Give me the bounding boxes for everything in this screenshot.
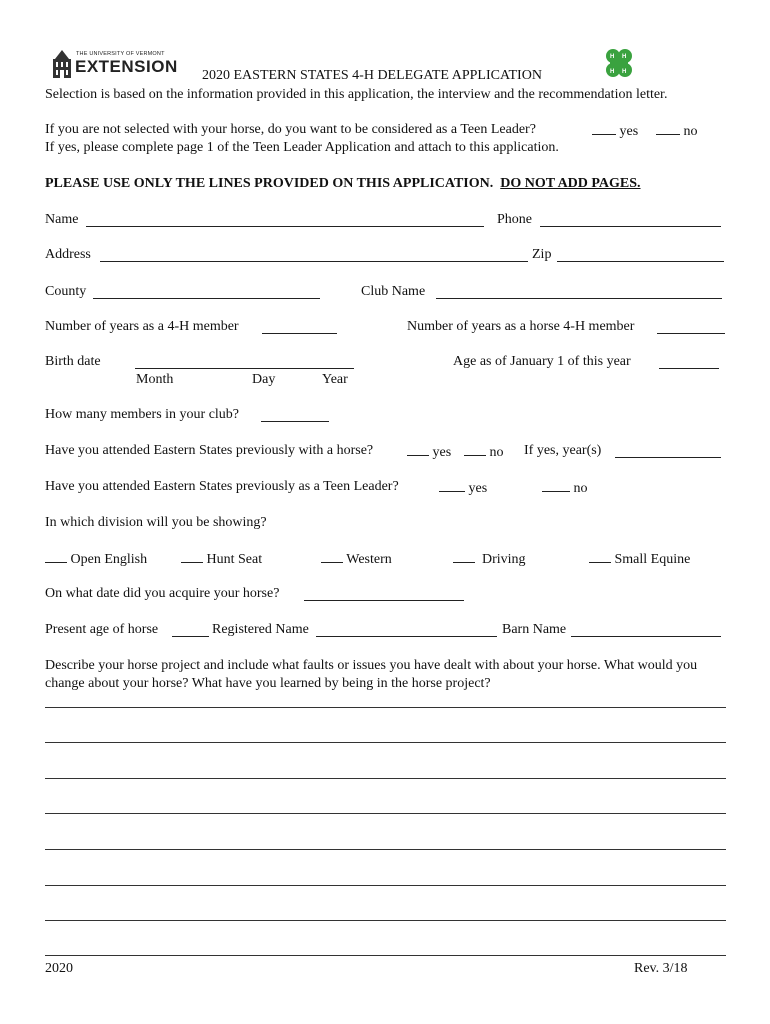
attended-horse-yes-blank[interactable] <box>407 443 429 456</box>
registered-name-field[interactable] <box>316 636 497 637</box>
attended-horse-no-label: no <box>489 445 504 460</box>
division-driving-blank[interactable] <box>453 550 475 563</box>
instruction-emphasis: DO NOT ADD PAGES. <box>500 176 641 191</box>
club-name-label: Club Name <box>361 284 426 299</box>
present-age-label: Present age of horse <box>45 622 159 637</box>
address-label: Address <box>45 247 91 262</box>
birth-date-label: Birth date <box>45 354 101 369</box>
acquire-date-label: On what date did you acquire your horse? <box>45 586 280 601</box>
division-western-label: Western <box>346 552 392 567</box>
logo-extension-text: EXTENSION <box>75 57 178 76</box>
answer-line-1[interactable] <box>45 707 726 708</box>
answer-line-6[interactable] <box>45 885 726 886</box>
instruction-main: PLEASE USE ONLY THE LINES PROVIDED ON THIS APPLICATION. <box>45 176 494 191</box>
years-horse-label: Number of years as a horse 4-H member <box>407 319 635 334</box>
footer-revision: Rev. 3/18 <box>634 961 688 976</box>
svg-text:H: H <box>622 69 627 75</box>
svg-text:H: H <box>610 69 615 75</box>
division-hunt-seat-option[interactable] <box>181 550 262 568</box>
name-field[interactable] <box>86 226 484 227</box>
club-members-field[interactable] <box>261 421 329 422</box>
birth-year-label: Year <box>322 372 348 387</box>
teen-leader-no-blank[interactable] <box>656 122 680 135</box>
club-name-field[interactable] <box>436 298 722 299</box>
phone-field[interactable] <box>540 226 721 227</box>
answer-line-8[interactable] <box>45 955 726 956</box>
division-small-equine-blank[interactable] <box>589 550 611 563</box>
birth-day-label: Day <box>252 372 276 387</box>
county-field[interactable] <box>93 298 320 299</box>
answer-line-3[interactable] <box>45 778 726 779</box>
division-hunt-seat-blank[interactable] <box>181 550 203 563</box>
division-open-english-label: Open English <box>70 552 148 567</box>
registered-name-label: Registered Name <box>212 622 309 637</box>
attended-horse-question: Have you attended Eastern States previously with a horse? <box>45 443 374 458</box>
attended-leader-yes-blank[interactable] <box>439 479 465 492</box>
if-yes-years-label: If yes, year(s) <box>524 443 602 458</box>
answer-line-5[interactable] <box>45 849 726 850</box>
building-icon <box>52 50 72 78</box>
answer-line-7[interactable] <box>45 920 726 921</box>
division-question: In which division will you be showing? <box>45 515 267 530</box>
attended-horse-no-option[interactable] <box>464 443 504 461</box>
uvm-extension-logo <box>52 50 180 80</box>
division-hunt-seat-label: Hunt Seat <box>206 552 263 567</box>
teen-leader-question: If you are not selected with your horse, do you want to be considered as a Teen Leader? <box>45 122 536 137</box>
teen-leader-yes-blank[interactable] <box>592 122 616 135</box>
answer-line-4[interactable] <box>45 813 726 814</box>
club-members-label: How many members in your club? <box>45 407 240 422</box>
present-age-field[interactable] <box>172 636 209 637</box>
instruction-text <box>45 176 641 192</box>
teen-leader-followup: If yes, please complete page 1 of the Teen Leader Application and attach to this application. <box>45 140 559 155</box>
division-western-option[interactable] <box>321 550 392 568</box>
acquire-date-field[interactable] <box>304 600 464 601</box>
division-small-equine-label: Small Equine <box>614 552 691 567</box>
division-open-english-blank[interactable] <box>45 550 67 563</box>
describe-prompt: Describe your horse project and include what faults or issues you have dealt with about your horse. What would you change about your horse? What have you learned by being in the horse project? <box>45 658 698 691</box>
address-field[interactable] <box>100 261 528 262</box>
attended-horse-yes-option[interactable] <box>407 443 451 461</box>
division-open-english-option[interactable] <box>45 550 147 568</box>
division-driving-label: Driving <box>482 552 526 567</box>
attended-leader-no-option[interactable] <box>542 479 588 497</box>
years-horse-field[interactable] <box>657 333 725 334</box>
attended-leader-no-label: no <box>573 481 588 496</box>
logo-university-text: THE UNIVERSITY OF VERMONT <box>76 51 165 57</box>
teen-leader-yes-label: yes <box>619 124 639 139</box>
attended-horse-no-blank[interactable] <box>464 443 486 456</box>
attended-leader-yes-option[interactable] <box>439 479 487 497</box>
attended-leader-no-blank[interactable] <box>542 479 570 492</box>
name-label: Name <box>45 212 79 227</box>
svg-text:H: H <box>610 54 615 60</box>
birth-date-field[interactable] <box>135 368 354 369</box>
phone-label: Phone <box>497 212 532 227</box>
division-driving-option[interactable] <box>453 550 526 568</box>
age-field[interactable] <box>659 368 719 369</box>
years-member-field[interactable] <box>262 333 337 334</box>
attended-leader-yes-label: yes <box>468 481 488 496</box>
division-western-blank[interactable] <box>321 550 343 563</box>
if-yes-years-field[interactable] <box>615 457 721 458</box>
footer-year: 2020 <box>45 961 73 976</box>
teen-leader-no-option[interactable] <box>656 122 698 140</box>
page-title: 2020 EASTERN STATES 4-H DELEGATE APPLICATION <box>202 68 542 83</box>
teen-leader-yes-option[interactable] <box>592 122 638 140</box>
four-h-clover-icon <box>602 47 636 81</box>
division-small-equine-option[interactable] <box>589 550 690 568</box>
attended-horse-yes-label: yes <box>432 445 452 460</box>
birth-month-label: Month <box>136 372 174 387</box>
zip-label: Zip <box>532 247 552 262</box>
zip-field[interactable] <box>557 261 724 262</box>
age-label: Age as of January 1 of this year <box>453 354 631 369</box>
years-member-label: Number of years as a 4-H member <box>45 319 239 334</box>
teen-leader-no-label: no <box>683 124 698 139</box>
attended-leader-question: Have you attended Eastern States previously as a Teen Leader? <box>45 479 399 494</box>
barn-name-label: Barn Name <box>502 622 567 637</box>
selection-note: Selection is based on the information provided in this application, the interview and the recommendation letter. <box>45 87 668 102</box>
answer-line-2[interactable] <box>45 742 726 743</box>
barn-name-field[interactable] <box>571 636 721 637</box>
county-label: County <box>45 284 87 299</box>
svg-text:H: H <box>622 54 627 60</box>
